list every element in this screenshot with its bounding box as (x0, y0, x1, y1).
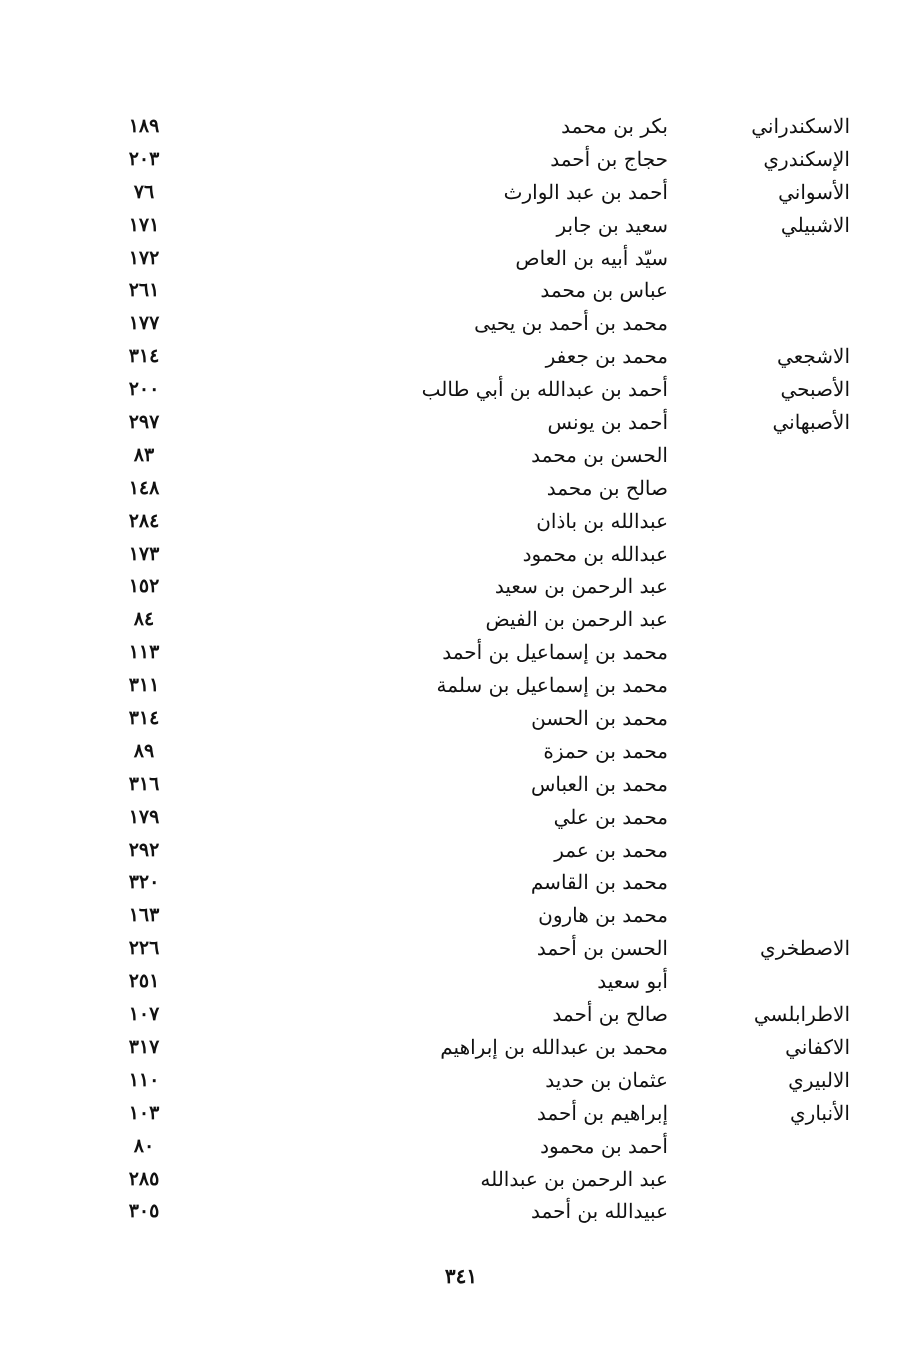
index-row (0, 834, 922, 867)
person-name: بكر بن محمد (561, 114, 668, 138)
page-reference: ٢٠٠ (128, 378, 160, 401)
page-reference: ٣١١ (128, 674, 160, 697)
index-row (0, 176, 922, 209)
person-name: الحسن بن أحمد (536, 936, 668, 961)
person-name: سعيد بن جابر (556, 212, 668, 237)
page-reference: ١٥٢ (128, 575, 160, 598)
person-name: محمد بن عبدالله بن إبراهيم (440, 1034, 668, 1059)
person-name: عبدالله بن باذان (536, 508, 668, 533)
person-name: عبد الرحمن بن سعيد (494, 574, 668, 599)
index-table (0, 110, 922, 1228)
page-reference: ٧٦ (133, 180, 155, 203)
page-reference: ٣١٦ (128, 772, 160, 795)
person-name: محمد بن حمزة (543, 738, 668, 763)
index-row (0, 209, 922, 242)
index-row (0, 340, 922, 373)
nisba-label: الاشجعي (777, 344, 850, 369)
person-name: محمد بن جعفر (545, 344, 668, 369)
nisba-label: الاسكندراني (751, 114, 850, 138)
index-row (0, 472, 922, 505)
page-reference: ٢٦١ (128, 279, 160, 302)
person-name: عبد الرحمن بن عبدالله (480, 1166, 668, 1191)
index-row (0, 998, 922, 1031)
page-reference: ١٠٧ (128, 1003, 160, 1026)
person-name: عباس بن محمد (540, 278, 668, 303)
person-name: محمد بن القاسم (530, 870, 668, 895)
page-reference: ٢٥١ (128, 970, 160, 993)
index-row (0, 1031, 922, 1064)
index-row (0, 143, 922, 176)
index-row (0, 899, 922, 932)
page-reference: ٢٢٦ (128, 937, 160, 960)
page-reference: ٣١٤ (128, 345, 160, 368)
person-name: عبد الرحمن بن الفيض (485, 607, 668, 632)
page-reference: ١٠٣ (128, 1101, 160, 1124)
index-row (0, 1097, 922, 1130)
person-name: عبدالله بن محمود (522, 541, 668, 566)
index-row (0, 274, 922, 307)
page-reference: ٨٤ (133, 608, 155, 631)
person-name: أحمد بن محمود (540, 1133, 668, 1158)
page-reference: ٢٨٤ (128, 509, 160, 532)
page-reference: ٨٠ (133, 1134, 155, 1157)
person-name: محمد بن علي (553, 804, 668, 829)
page-number: ٣٤١ (444, 1264, 478, 1288)
person-name: عبيدالله بن أحمد (531, 1199, 668, 1224)
index-row (0, 1130, 922, 1163)
index-row (0, 735, 922, 768)
person-name: محمد بن أحمد بن يحيى (474, 311, 668, 336)
nisba-label: الاكفاني (785, 1034, 850, 1059)
index-row (0, 373, 922, 406)
page-reference: ١٧١ (128, 213, 160, 236)
index-row (0, 669, 922, 702)
index-row (0, 636, 922, 669)
person-name: محمد بن عمر (554, 837, 668, 862)
person-name: محمد بن العباس (530, 771, 668, 796)
page-reference: ٣٢٠ (128, 871, 160, 894)
index-row (0, 439, 922, 472)
page-reference: ٢٨٥ (128, 1167, 160, 1190)
nisba-label: الأنباري (790, 1100, 850, 1125)
index-row (0, 538, 922, 571)
page-reference: ١٧٢ (128, 246, 160, 269)
person-name: صالح بن أحمد (552, 1002, 668, 1027)
nisba-label: الأصبحي (780, 377, 850, 402)
page-reference: ١١٣ (128, 641, 160, 664)
index-row (0, 1163, 922, 1196)
index-row (0, 768, 922, 801)
page-reference: ٢٩٢ (128, 838, 160, 861)
index-row (0, 965, 922, 998)
person-name: عثمان بن حديد (545, 1067, 668, 1092)
person-name: حجاج بن أحمد (550, 146, 668, 171)
page-reference: ١١٠ (128, 1068, 160, 1091)
index-row (0, 570, 922, 603)
page-reference: ١٧٣ (128, 542, 160, 565)
page-reference: ٣١٤ (128, 707, 160, 730)
index-row (0, 505, 922, 538)
nisba-label: الإسكندري (763, 146, 850, 171)
page-reference: ١٧٧ (128, 312, 160, 335)
page-reference: ٢٠٣ (128, 147, 160, 170)
index-row (0, 406, 922, 439)
person-name: محمد بن هارون (538, 903, 668, 928)
person-name: أحمد بن عبد الوارث (503, 179, 668, 204)
page-reference: ١٦٣ (128, 904, 160, 927)
nisba-label: الاشبيلي (780, 212, 850, 237)
page-reference: ٨٣ (133, 443, 155, 466)
index-row (0, 307, 922, 340)
index-row (0, 603, 922, 636)
page-reference: ١٤٨ (128, 476, 160, 499)
index-row (0, 242, 922, 275)
page-reference: ١٨٩ (128, 115, 160, 137)
index-row (0, 110, 922, 143)
person-name: الحسن بن محمد (531, 442, 668, 467)
person-name: سيّد أبيه بن العاص (515, 245, 668, 270)
nisba-label: الاصطخري (760, 936, 850, 961)
person-name: صالح بن محمد (546, 475, 668, 500)
person-name: أحمد بن يونس (547, 410, 668, 435)
person-name: أبو سعيد (597, 969, 668, 994)
page-reference: ٣٠٥ (128, 1200, 160, 1223)
page-reference: ٨٩ (133, 739, 155, 762)
person-name: أحمد بن عبدالله بن أبي طالب (421, 377, 668, 402)
nisba-label: الالبيري (788, 1067, 850, 1092)
index-row (0, 932, 922, 965)
page-reference: ٢٩٧ (128, 411, 160, 434)
nisba-label: الأصبهاني (772, 410, 850, 435)
index-row (0, 702, 922, 735)
index-row (0, 866, 922, 899)
person-name: محمد بن الحسن (531, 706, 668, 731)
person-name: محمد بن إسماعيل بن سلمة (436, 673, 668, 698)
page-reference: ٣١٧ (128, 1035, 160, 1058)
person-name: إبراهيم بن أحمد (536, 1100, 668, 1125)
page-reference: ١٧٩ (128, 805, 160, 828)
index-row (0, 1195, 922, 1228)
index-row (0, 1064, 922, 1097)
person-name: محمد بن إسماعيل بن أحمد (442, 640, 668, 665)
nisba-label: الأسواني (778, 179, 850, 204)
index-row (0, 801, 922, 834)
nisba-label: الاطرابلسي (753, 1002, 850, 1027)
